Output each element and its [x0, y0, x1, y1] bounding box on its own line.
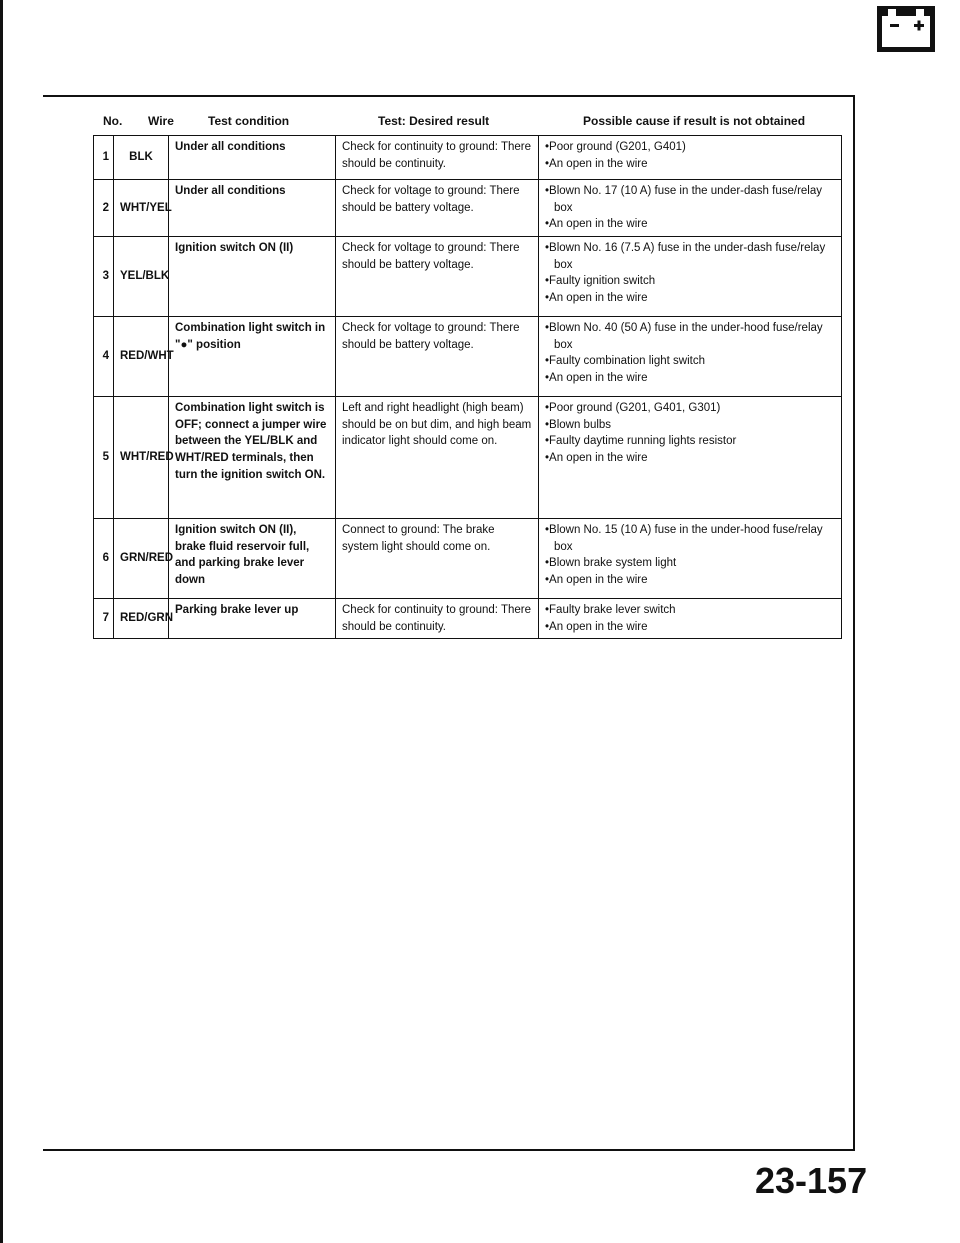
cause-item: • An open in the wire	[545, 619, 835, 636]
cause-list	[545, 320, 835, 387]
test-condition: Parking brake lever up	[169, 599, 336, 639]
cause-item: • An open in the wire	[545, 370, 835, 387]
table-row	[94, 397, 842, 519]
cause-list	[545, 139, 835, 172]
row-number: 1	[94, 136, 114, 180]
desired-result: Check for continuity to ground: There should be continuity.	[336, 599, 539, 639]
test-condition: Ignition switch ON (II)	[169, 237, 336, 317]
wire-color: WHT/YEL	[114, 180, 169, 237]
table-body	[94, 136, 842, 639]
desired-result: Check for continuity to ground: There should be continuity.	[336, 136, 539, 180]
cause-item: • Faulty daytime running lights resistor	[545, 433, 835, 450]
top-rule	[43, 95, 854, 97]
cause-list	[545, 602, 835, 635]
cause-item: • An open in the wire	[545, 450, 835, 467]
header-wire: Wire	[148, 114, 174, 128]
possible-causes	[539, 317, 842, 397]
cause-item: • An open in the wire	[545, 290, 835, 307]
cause-item: • Blown No. 40 (50 A) fuse in the under-hood fuse/relay box	[545, 320, 835, 353]
desired-result: Check for voltage to ground: There should be battery voltage.	[336, 180, 539, 237]
wire-color: RED/WHT	[114, 317, 169, 397]
cause-item: • Poor ground (G201, G401, G301)	[545, 400, 835, 417]
cause-item: • Faulty brake lever switch	[545, 602, 835, 619]
desired-result: Check for voltage to ground: There should be battery voltage.	[336, 237, 539, 317]
cause-item: • Blown No. 17 (10 A) fuse in the under-dash fuse/relay box	[545, 183, 835, 216]
page-edge-bar	[0, 0, 3, 1243]
cause-item: • Blown brake system light	[545, 555, 835, 572]
header-desired-result: Test: Desired result	[378, 114, 490, 128]
table-header	[0, 114, 960, 130]
test-condition: Combination light switch in "●" position	[169, 317, 336, 397]
row-number: 2	[94, 180, 114, 237]
cause-item: • Blown bulbs	[545, 417, 835, 434]
wire-color: YEL/BLK	[114, 237, 169, 317]
cause-item: • An open in the wire	[545, 572, 835, 589]
test-condition: Combination light switch is OFF; connect a jumper wire between the YEL/BLK and WHT/RED terminals, then turn the ignition switch ON.	[169, 397, 336, 519]
test-condition: Under all conditions	[169, 180, 336, 237]
troubleshooting-table	[93, 135, 842, 639]
right-rule	[853, 95, 855, 1150]
wire-color: RED/GRN	[114, 599, 169, 639]
test-condition: Under all conditions	[169, 136, 336, 180]
possible-causes	[539, 519, 842, 599]
page-number: 23-157	[755, 1160, 868, 1201]
table-row	[94, 317, 842, 397]
possible-causes	[539, 599, 842, 639]
desired-result: Check for voltage to ground: There should be battery voltage.	[336, 317, 539, 397]
table-row	[94, 519, 842, 599]
possible-causes	[539, 397, 842, 519]
row-number: 5	[94, 397, 114, 519]
possible-causes	[539, 180, 842, 237]
bottom-rule	[43, 1149, 855, 1151]
cause-list	[545, 183, 835, 233]
cause-item: • Faulty ignition switch	[545, 273, 835, 290]
header-test-condition: Test condition	[208, 114, 290, 128]
desired-result: Connect to ground: The brake system light should come on.	[336, 519, 539, 599]
cause-item: • Blown No. 15 (10 A) fuse in the under-hood fuse/relay box	[545, 522, 835, 555]
cause-item: • An open in the wire	[545, 156, 835, 173]
battery-icon	[876, 5, 936, 53]
wire-color: BLK	[114, 136, 169, 180]
cause-item: • Blown No. 16 (7.5 A) fuse in the under-dash fuse/relay box	[545, 240, 835, 273]
cause-list	[545, 240, 835, 307]
header-possible-cause: Possible cause if result is not obtained	[583, 114, 806, 128]
table-row	[94, 237, 842, 317]
wire-color: WHT/RED	[114, 397, 169, 519]
row-number: 7	[94, 599, 114, 639]
cause-list	[545, 400, 835, 467]
wire-color: GRN/RED	[114, 519, 169, 599]
row-number: 4	[94, 317, 114, 397]
row-number: 6	[94, 519, 114, 599]
desired-result: Left and right headlight (high beam) should be on but dim, and high beam indicator light should come on.	[336, 397, 539, 519]
table-row	[94, 136, 842, 180]
test-condition: Ignition switch ON (II), brake fluid reservoir full, and parking brake lever down	[169, 519, 336, 599]
cause-item: • Poor ground (G201, G401)	[545, 139, 835, 156]
possible-causes	[539, 136, 842, 180]
header-no: No.	[103, 114, 123, 128]
cause-item: • Faulty combination light switch	[545, 353, 835, 370]
cause-item: • An open in the wire	[545, 216, 835, 233]
row-number: 3	[94, 237, 114, 317]
table-row	[94, 599, 842, 639]
cause-list	[545, 522, 835, 589]
table-row	[94, 180, 842, 237]
possible-causes	[539, 237, 842, 317]
